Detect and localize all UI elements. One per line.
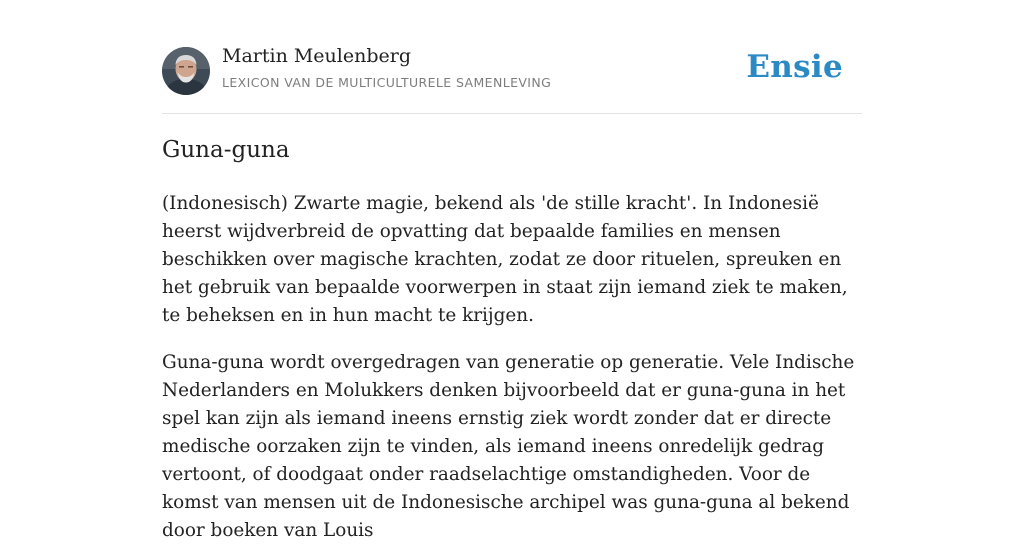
entry-paragraph: Guna-guna wordt overgedragen van generatie op generatie. Vele Indische Nederlanders en Molukkers denken bijvoorbeeld dat er guna-guna in het spel kan zijn als iemand ineens ernstig ziek wordt zonder dat er directe medische oorzaken zijn te vinden, als iemand ineens onredelijk gedrag vertoont, of doodgaat onder raadselachtige omstandigheden. Voor de komst van mensen uit de Indonesische archipel was guna-guna al bekend door boeken van Louis: [162, 352, 855, 541]
entry-paragraph: (Indonesisch) Zwarte magie, bekend als 'de stille kracht'. In Indonesië heerst wijdverbreid de opvatting dat bepaalde families en mensen beschikken over magische krachten, zodat ze door rituelen, spreuken en het gebruik van bepaalde voorwerpen in staat zijn iemand ziek te maken, te beheksen en in hun macht te krijgen.: [162, 193, 848, 326]
collection-name[interactable]: LEXICON VAN DE MULTICULTURELE SAMENLEVING: [222, 75, 552, 90]
author-avatar[interactable]: [162, 47, 210, 95]
author-photo: [162, 47, 210, 95]
author-name[interactable]: Martin Meulenberg: [222, 45, 411, 67]
brand-logo[interactable]: Ensie: [746, 49, 843, 85]
article-header: [162, 0, 862, 114]
entry-title: Guna-guna: [162, 137, 290, 163]
article-container: [162, 0, 862, 541]
